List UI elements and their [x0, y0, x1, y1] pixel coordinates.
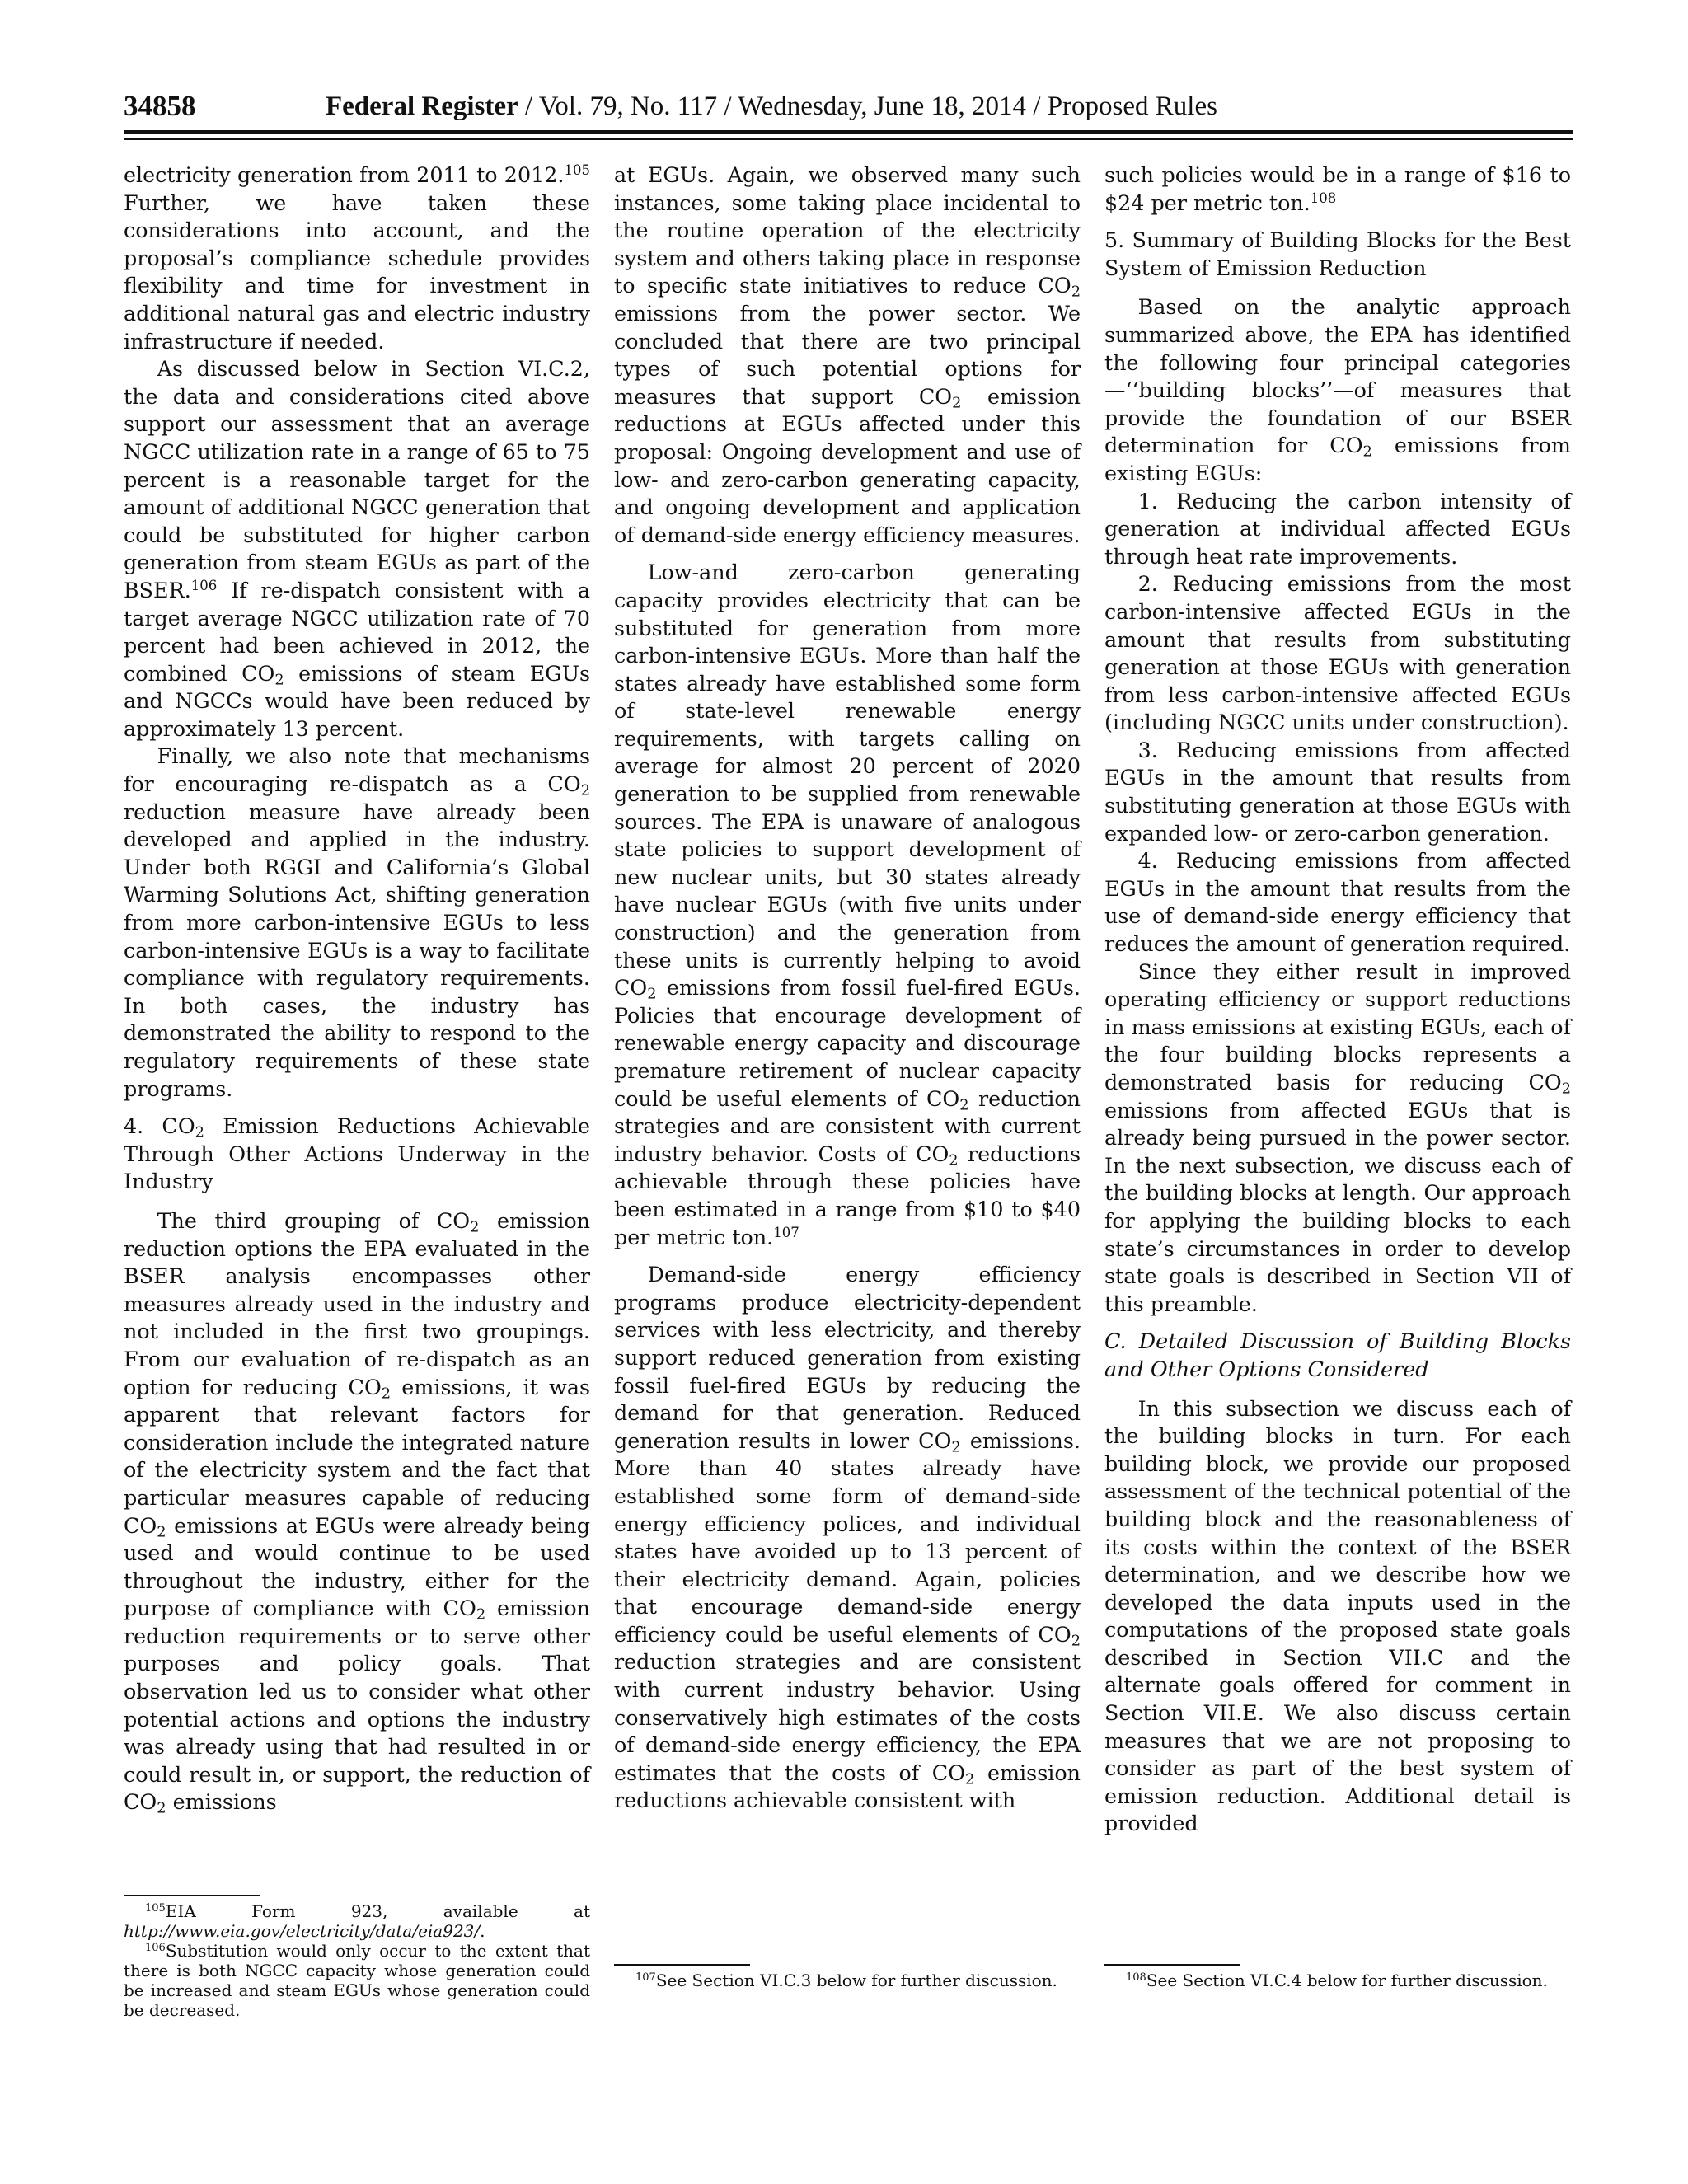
- footnote-106: $^{106}$Substitution would only occur to the extent that there is both NGCC capacity whose generation could be increased and steam EGUs whose generation could be decreased.: [124, 1941, 590, 2020]
- paragraph: The third grouping of $CO_2$ emission reduction options the EPA evaluated in the BSER analysis encompasses other measures already used in the industry and not included in the first two groupings. From our evaluation of re-dispatch as an option for reducing $CO_2$ emissions, it was apparent that relevant factors for consideration include the integrated nature of the electricity system and the fact that particular measures capable of reducing $CO_2$ emissions at EGUs were already being used and would continue to be used throughout the industry, either for the purpose of compliance with $CO_2$ emission reduction requirements or to serve other purposes and policy goals. That observation led us to consider what other potential actions and options the industry was already using that had resulted in or could result in, or support, the reduction of $CO_2$ emissions: [124, 1207, 590, 1817]
- list-item: 1. Reducing the carbon intensity of generation at individual affected EGUs through heat rate improvements.: [1104, 488, 1571, 569]
- section-heading: C. Detailed Discussion of Building Blocks and Other Options Considered: [1104, 1329, 1571, 1381]
- journal-name: Federal Register: [326, 91, 518, 121]
- running-header: [124, 89, 1574, 130]
- footnotes-col1: [124, 1901, 590, 2020]
- paragraph: Finally, we also note that mechanisms for encouraging re-dispatch as a $CO_2$ reduction measure have already been developed and applied in the industry. Under both RGGI and California’s Global Warming Solutions Act, shifting generation from more carbon-intensive EGUs to less carbon-intensive EGUs is a way to facilitate compliance with regulatory requirements. In both cases, the industry has demonstrated the ability to respond to the regulatory requirements of these state programs.: [124, 743, 590, 1101]
- page-number: 34858: [124, 90, 196, 122]
- footnotes-col2: [614, 1971, 1081, 1990]
- paragraph: electricity generation from 2011 to 2012.$^{105}$ Further, we have taken these considerations into account, and the proposal’s compliance schedule provides flexibility and time for investment in additional natural gas and electric industry infrastructure if needed.: [124, 162, 590, 354]
- header-rule-thick: [124, 130, 1573, 134]
- paragraph: As discussed below in Section VI.C.2, the data and considerations cited above support our assessment that an average NGCC utilization rate in a range of 65 to 75 percent is a reasonable target for the amount of additional NGCC generation that could be substituted for higher carbon generation from steam EGUs as part of the BSER.$^{106}$ If re-dispatch consistent with a target average NGCC utilization rate of 70 percent had been achieved in 2012, the combined $CO_2$ emissions of steam EGUs and NGCCs would have been reduced by approximately 13 percent.: [124, 356, 590, 741]
- column-1: [124, 162, 590, 1816]
- section-heading: 4. $CO_2$ Emission Reductions Achievable Through Other Actions Underway in the Industry: [124, 1113, 591, 1194]
- footnote-105: $^{105}$EIA Form 923, available at http://www.eia.gov/electricity/data/eia923/.: [124, 1901, 590, 1941]
- footnote-ref: 106: [190, 577, 218, 593]
- footnote-rule: [124, 1895, 260, 1896]
- footnote-rule: [614, 1964, 750, 1966]
- running-head-text: [326, 89, 1217, 124]
- paragraph: Low-and zero-carbon generating capacity provides electricity that can be substituted for generation from more carbon-intensive EGUs. More than half the states already have established some form of state-level renewable energy requirements, with targets calling on average for almost 20 percent of 2020 generation to be supplied from renewable sources. The EPA is unaware of analogous state policies to support development of new nuclear units, but 30 states already have nuclear EGUs (with five units under construction) and the generation from these units is currently helping to avoid $CO_2$ emissions from fossil fuel-fired EGUs. Policies that encourage development of renewable energy capacity and discourage premature retirement of nuclear capacity could be useful elements of $CO_2$ reduction strategies and are consistent with current industry behavior. Costs of $CO_2$ reductions achievable through these policies have been estimated in a range from $10 to $40 per metric ton.$^{107}$: [614, 560, 1081, 1249]
- footnote-ref: 105: [564, 162, 590, 178]
- paragraph: Since they either result in improved operating efficiency or support reductions in mass emissions at existing EGUs, each of the four building blocks represents a demonstrated basis for reducing $CO_2$ emissions from affected EGUs that is already being pursued in the power sector. In the next subsection, we discuss each of the building blocks at length. Our approach for applying the building blocks to each state’s circumstances in order to develop state goals is described in Section VII of this preamble.: [1104, 958, 1571, 1316]
- list-item: 2. Reducing emissions from the most carbon-intensive affected EGUs in the amount that results from substituting generation at those EGUs with generation from less carbon-intensive affected EGUs (including NGCC units under construction).: [1104, 571, 1571, 735]
- paragraph: Demand-side energy efficiency programs produce electricity-dependent services with less electricity, and thereby support reduced generation from existing fossil fuel-fired EGUs by reducing the demand for that generation. Reduced generation results in lower $CO_2$ emissions. More than 40 states already have established some form of demand-side energy efficiency polices, and individual states have avoided up to 13 percent of their electricity demand. Again, policies that encourage demand-side energy efficiency could be useful elements of $CO_2$ reduction strategies and are consistent with current industry behavior. Using conservatively high estimates of the costs of demand-side energy efficiency, the EPA estimates that the costs of $CO_2$ emission reductions achievable consistent with: [614, 1262, 1081, 1813]
- column-2: [614, 162, 1081, 1815]
- footnote-ref: 107: [773, 1224, 799, 1240]
- list-item: 3. Reducing emissions from affected EGUs in the amount that results from substituting generation at those EGUs with expanded low- or zero-carbon generation.: [1104, 737, 1571, 846]
- section-heading: 5. Summary of Building Blocks for the Best System of Emission Reduction: [1104, 227, 1571, 280]
- footnotes-col3: [1104, 1971, 1571, 1990]
- paragraph: at EGUs. Again, we observed many such instances, some taking place incidental to the routine operation of the electricity system and others taking place in response to specific state initiatives to reduce $CO_2$ emissions from the power sector. We concluded that there are two principal types of such potential options for measures that support $CO_2$ emission reductions at EGUs affected under this proposal: Ongoing development and use of low- and zero-carbon generating capacity, and ongoing development and application of demand-side energy efficiency measures.: [614, 162, 1081, 547]
- volume-issue: / Vol. 79, No. 117 / Wednesday, June 18, 2014 / Proposed Rules: [518, 91, 1217, 121]
- paragraph: such policies would be in a range of $16 to $24 per metric ton.$^{108}$: [1104, 162, 1571, 215]
- footnote-ref: 108: [1310, 190, 1337, 206]
- paragraph: Based on the analytic approach summarized above, the EPA has identified the following four principal categories—‘‘building blocks’’—of measures that provide the foundation of our BSER determination for $CO_2$ emissions from existing EGUs:: [1104, 294, 1571, 485]
- footnote-link[interactable]: http://www.eia.gov/electricity/data/eia923/: [124, 1921, 481, 1941]
- footnote-rule: [1104, 1964, 1240, 1966]
- column-3: [1104, 162, 1571, 1838]
- footnote-107: $^{107}$See Section VI.C.3 below for further discussion.: [635, 1971, 1057, 1990]
- header-rule-thin: [124, 138, 1573, 140]
- footnote-108: $^{108}$See Section VI.C.4 below for further discussion.: [1126, 1971, 1548, 1990]
- paragraph: In this subsection we discuss each of the building blocks in turn. For each building block, we provide our proposed assessment of the technical potential of the building block and the reasonableness of its costs within the context of the BSER determination, and we describe how we developed the data inputs used in the computations of the proposed state goals described in Section VII.C and the alternate goals offered for comment in Section VII.E. We also discuss certain measures that we are not proposing to consider as part of the best system of emission reduction. Additional detail is provided: [1104, 1395, 1571, 1836]
- list-item: 4. Reducing emissions from affected EGUs in the amount that results from the use of demand-side energy efficiency that reduces the amount of generation required.: [1104, 848, 1571, 957]
